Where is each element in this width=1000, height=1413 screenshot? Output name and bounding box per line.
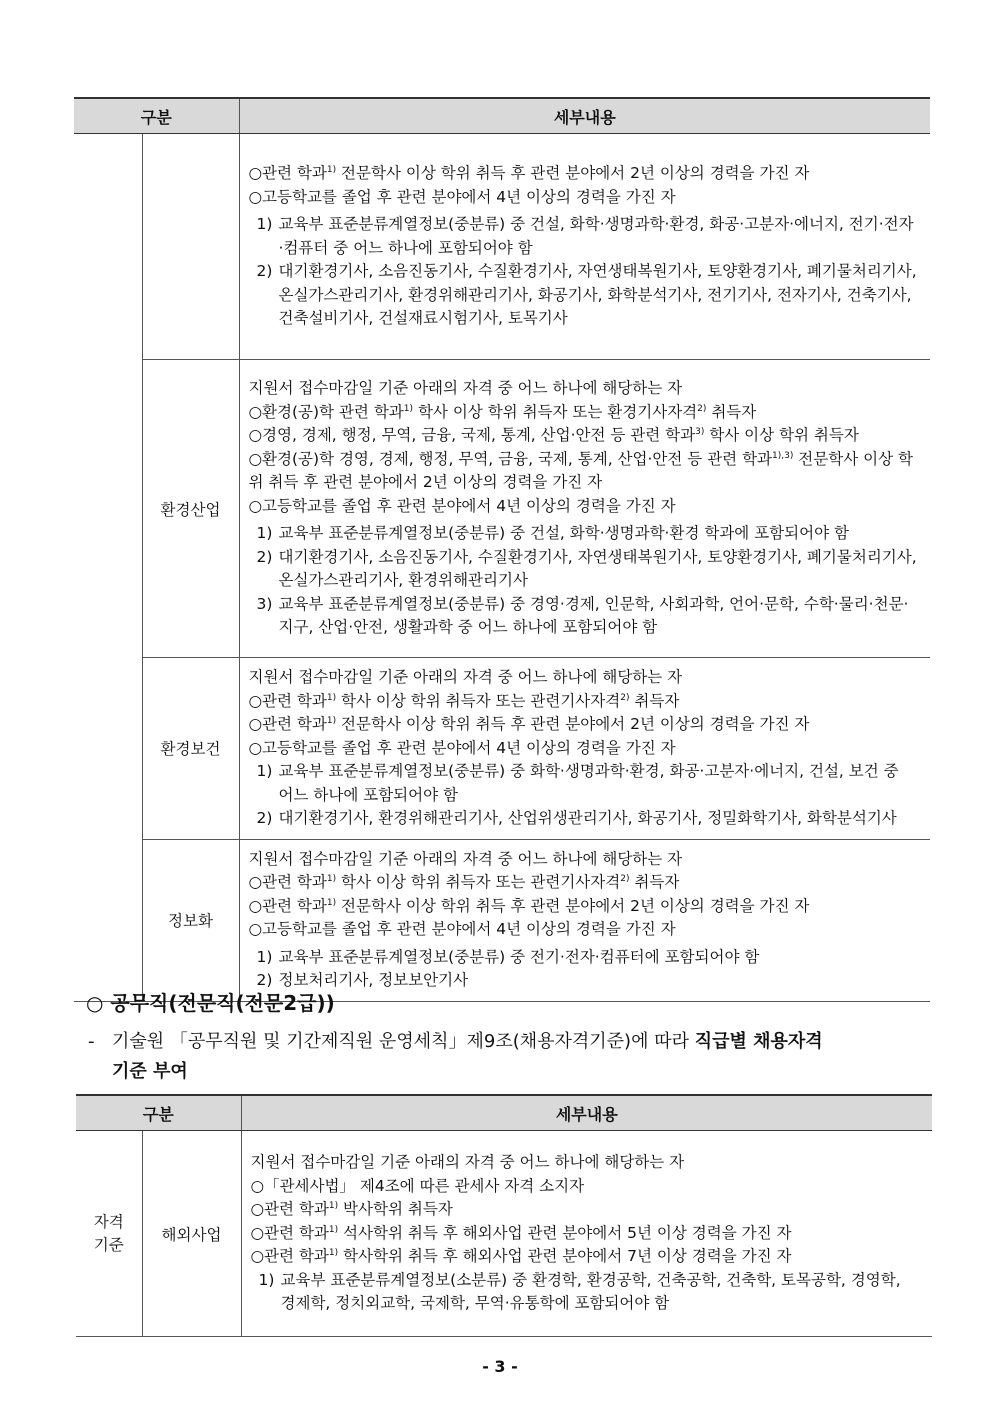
- footnote: 1) 교육부 표준분류계열정보(중분류) 중 건설, 화학·생명과학·환경, 화공·고분자·에너지, 전기·전자·컴퓨터 중 어느 하나에 포함되어야 함: [256, 215, 914, 257]
- category-cell: 정보화: [142, 839, 239, 1001]
- footnote: 2) 정보처리기사, 정보보안기사: [256, 971, 469, 989]
- table-header-row: [76, 1095, 932, 1131]
- list-item: ○고등학교를 졸업 후 관련 분야에서 4년 이상의 경력을 가진 자: [248, 496, 676, 515]
- category-cell: 해외사업: [142, 1131, 241, 1337]
- qualification-table-2: [76, 1094, 932, 1337]
- group-cell: 자격 기준: [76, 1131, 142, 1337]
- footnote: 1) 교육부 표준분류계열정보(중분류) 중 건설, 화학·생명과학·환경 학과에 포함되어야 함: [256, 524, 849, 543]
- list-item: ○고등학교를 졸업 후 관련 분야에서 4년 이상의 경력을 가진 자: [248, 738, 676, 757]
- list-item: ○관련 학과$^{1)}$ 전문학사 이상 학위 취득 후 관련 분야에서 2년 이상의 경력을 가진 자: [248, 164, 810, 183]
- detail-cell: [239, 134, 930, 360]
- description-text: 기술원 「공무직원 및 기간제직원 운영세칙」제9조(채용자격기준)에 따라: [112, 1031, 695, 1052]
- dash-marker: -: [88, 1031, 95, 1052]
- header-category: 구분: [74, 98, 239, 134]
- section-title: ○ 공무직(전문직(전문2급)): [86, 991, 335, 1015]
- table-header-row: [74, 98, 930, 134]
- footnote: 1) 교육부 표준분류계열정보(소분류) 중 환경학, 환경공학, 건축공학, 건축학, 토목공학, 경영학, 경제학, 정치외교학, 국제학, 무역·유통학에 포함되어야 함: [258, 1270, 901, 1313]
- footnote: 2) 대기환경기사, 소음진동기사, 수질환경기사, 자연생태복원기사, 토양환경기사, 폐기물처리기사, 온실가스관리기사, 환경위해관리기사, 화공기사, 화학분석기사, 전기기사, 전자기사, 건축기사, 건축설비기사, 건설재료시험기사, 토목기사: [256, 262, 917, 328]
- list-item: ○관련 학과$^{1)}$ 전문학사 이상 학위 취득 후 관련 분야에서 2년 이상의 경력을 가진 자: [248, 896, 810, 915]
- footnote: 2) 대기환경기사, 소음진동기사, 수질환경기사, 자연생태복원기사, 토양환경기사, 폐기물처리기사, 온실가스관리기사, 환경위해관리기사: [256, 547, 917, 590]
- footnote: 1) 교육부 표준분류계열정보(중분류) 중 화학·생명과학·환경, 화공·고분자·에너지, 건설, 보건 중 어느 하나에 포함되어야 함: [256, 762, 899, 804]
- detail-cell: [239, 658, 930, 840]
- footnote: 2) 대기환경기사, 환경위해관리기사, 산업위생관리기사, 화공기사, 정밀화학기사, 화학분석기사: [256, 809, 897, 827]
- list-item: ○고등학교를 졸업 후 관련 분야에서 4년 이상의 경력을 가진 자: [248, 920, 676, 938]
- table-row: [74, 134, 930, 360]
- header-details: 세부내용: [239, 98, 930, 134]
- page-number: - 3 -: [482, 1357, 518, 1376]
- category-cell: 환경산업: [142, 360, 239, 658]
- group-cell: [74, 134, 142, 1002]
- detail-cell: [239, 839, 930, 1001]
- list-item: ○관련 학과$^{1)}$ 석사학위 취득 후 해외사업 관련 분야에서 5년 이상 경력을 가진 자: [250, 1223, 792, 1242]
- intro-text: 지원서 접수마감일 기준 아래의 자격 중 어느 하나에 해당하는 자: [250, 1153, 685, 1172]
- intro-text: 지원서 접수마감일 기준 아래의 자격 중 어느 하나에 해당하는 자: [248, 668, 683, 686]
- table-row: [74, 658, 930, 840]
- intro-text: 지원서 접수마감일 기준 아래의 자격 중 어느 하나에 해당하는 자: [248, 379, 683, 398]
- table-row: [76, 1131, 932, 1337]
- section-description: [88, 1027, 933, 1087]
- description-emphasis: 직급별 채용자격: [694, 1031, 823, 1052]
- description-emphasis: 기준 부여: [112, 1061, 188, 1082]
- list-item: ○관련 학과$^{1)}$ 학사 이상 학위 취득자 또는 관련기사자격$^{2)}$ 취득자: [248, 691, 680, 710]
- category-cell: 환경보건: [142, 658, 239, 840]
- table-row: [74, 360, 930, 658]
- table-row: [74, 839, 930, 1001]
- list-item: ○환경(공)학 경영, 경제, 행정, 무역, 금융, 국제, 통계, 산업·안전 등 관련 학과$^{1),3)}$ 전문학사 이상 학위 취득 후 관련 분야에서 2년 이상의 경력을 가진 자: [248, 449, 913, 492]
- header-category: 구분: [76, 1095, 241, 1131]
- list-item: ○관련 학과$^{1)}$ 전문학사 이상 학위 취득 후 관련 분야에서 2년 이상의 경력을 가진 자: [248, 715, 810, 733]
- list-item: ○「관세사법」 제4조에 따른 관세사 자격 소지자: [250, 1176, 585, 1195]
- header-details: 세부내용: [241, 1095, 932, 1131]
- category-cell: [142, 134, 239, 360]
- list-item: ○관련 학과$^{1)}$ 박사학위 취득자: [250, 1200, 453, 1219]
- intro-text: 지원서 접수마감일 기준 아래의 자격 중 어느 하나에 해당하는 자: [248, 849, 683, 868]
- detail-cell: [241, 1131, 932, 1337]
- list-item: ○환경(공)학 관련 학과$^{1)}$ 학사 이상 학위 취득자 또는 환경기사자격$^{2)}$ 취득자: [248, 402, 757, 421]
- footnote: 3) 교육부 표준분류계열정보(중분류) 중 경영·경제, 인문학, 사회과학, 언어·문학, 수학·물리·천문·지구, 산업·안전, 생활과학 중 어느 하나에 포함되어야 함: [256, 594, 909, 637]
- list-item: ○고등학교를 졸업 후 관련 분야에서 4년 이상의 경력을 가진 자: [248, 187, 676, 206]
- footnote: 1) 교육부 표준분류계열정보(중분류) 중 전기·전자·컴퓨터에 포함되어야 함: [256, 947, 760, 966]
- list-item: ○관련 학과$^{1)}$ 학사학위 취득 후 해외사업 관련 분야에서 7년 이상 경력을 가진 자: [250, 1247, 792, 1266]
- qualification-table-1: [74, 97, 930, 1002]
- list-item: ○관련 학과$^{1)}$ 학사 이상 학위 취득자 또는 관련기사자격$^{2)}$ 취득자: [248, 873, 680, 891]
- detail-cell: [239, 360, 930, 658]
- list-item: ○경영, 경제, 행정, 무역, 금융, 국제, 통계, 산업·안전 등 관련 학과$^{3)}$ 학사 이상 학위 취득자: [248, 426, 859, 445]
